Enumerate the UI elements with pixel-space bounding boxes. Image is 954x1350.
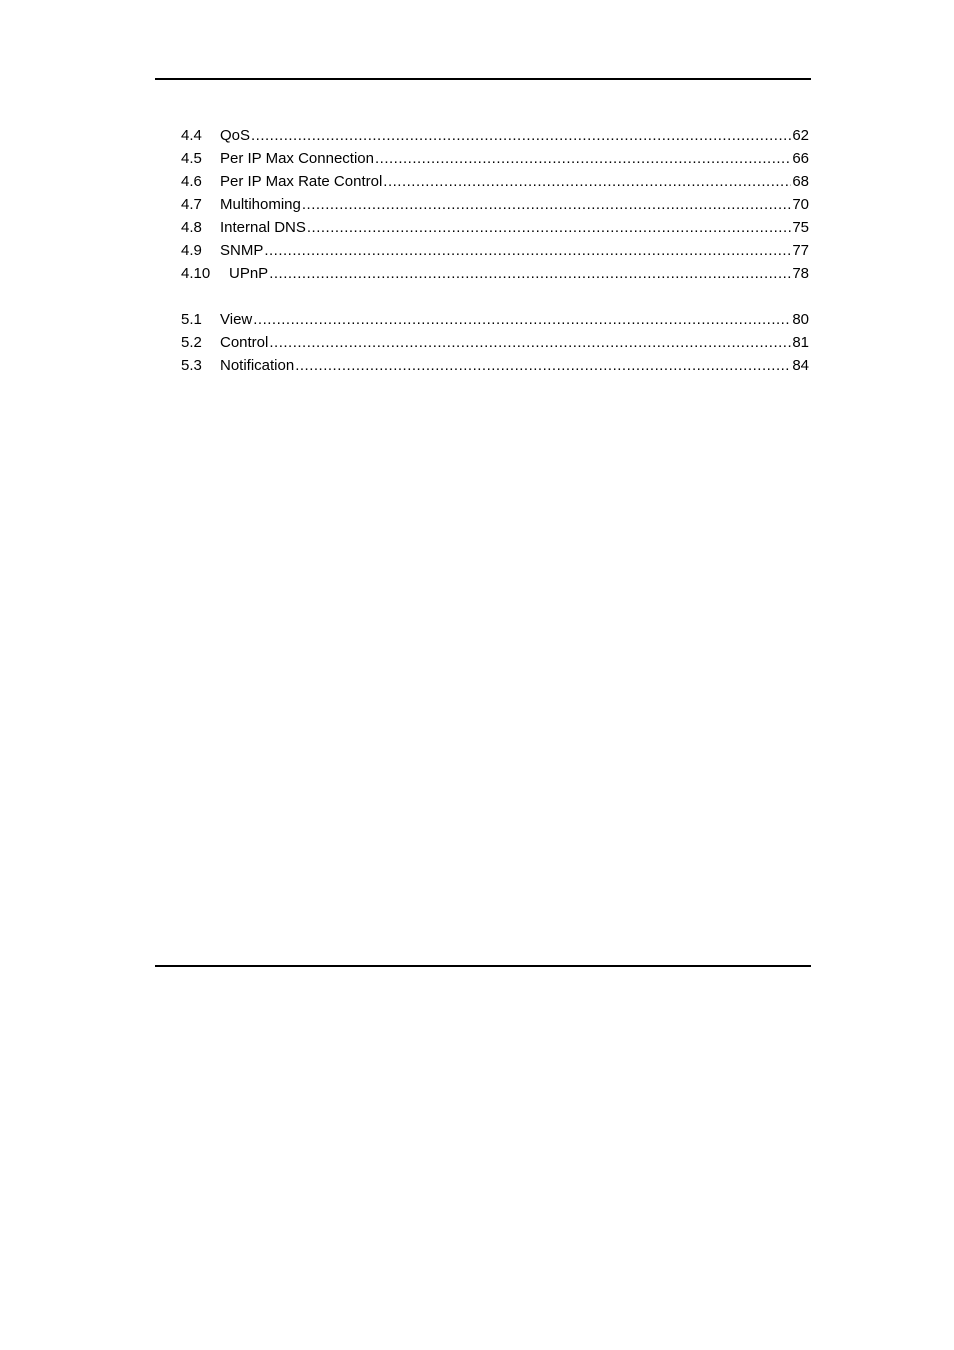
- toc-leader-dots: [251, 126, 791, 146]
- toc-entry-number: 4.9: [181, 242, 202, 259]
- toc-entry-number: 4.8: [181, 219, 202, 236]
- toc-entry-number: 5.3: [181, 357, 202, 374]
- toc-entry-number: 5.1: [181, 311, 202, 328]
- toc-entry-title: Internal DNS: [220, 219, 306, 236]
- toc-entry-page: 66: [792, 150, 809, 167]
- toc-entry[interactable]: [181, 310, 809, 333]
- toc-entry-page: 84: [792, 357, 809, 374]
- toc-entry-number: 5.2: [181, 334, 202, 351]
- toc-entry[interactable]: [181, 218, 809, 241]
- toc-entry-title: View: [220, 311, 253, 328]
- toc-entry-title: QoS: [220, 127, 251, 144]
- toc-entry-title: Control: [220, 334, 269, 351]
- toc-entry-page: 81: [792, 334, 809, 351]
- footer-rule: [155, 965, 811, 967]
- toc-leader-dots: [375, 149, 791, 169]
- toc-entry-page: 62: [792, 127, 809, 144]
- toc-entry-title: SNMP: [220, 242, 264, 259]
- toc-entry-number: 4.7: [181, 196, 202, 213]
- toc-leader-dots: [264, 241, 791, 261]
- toc-entry-title: Multihoming: [220, 196, 301, 213]
- toc-entry[interactable]: [181, 126, 809, 149]
- toc-entry-number: 4.4: [181, 127, 202, 144]
- toc-entry[interactable]: [181, 195, 809, 218]
- toc-entry-page: 78: [792, 265, 809, 282]
- toc-leader-dots: [253, 310, 791, 330]
- toc-leader-dots: [307, 218, 791, 238]
- toc-leader-dots: [302, 195, 791, 215]
- toc-leader-dots: [269, 333, 791, 353]
- toc-entry-number: 4.5: [181, 150, 202, 167]
- toc-leader-dots: [383, 172, 791, 192]
- toc-leader-dots: [295, 356, 791, 376]
- toc-entry[interactable]: [181, 149, 809, 172]
- toc-entry-page: 70: [792, 196, 809, 213]
- toc-leader-dots: [269, 264, 791, 284]
- header-rule: [155, 78, 811, 80]
- table-of-contents: [181, 126, 809, 379]
- toc-entry[interactable]: [181, 333, 809, 356]
- toc-entry[interactable]: [181, 172, 809, 195]
- toc-entry-page: 75: [792, 219, 809, 236]
- toc-entry[interactable]: [181, 356, 809, 379]
- toc-entry-number: 4.10: [181, 265, 211, 282]
- toc-entry-title: UPnP: [229, 265, 269, 282]
- toc-group-chapter-4: [181, 126, 809, 287]
- toc-group-chapter-5: [181, 310, 809, 379]
- toc-entry-page: 80: [792, 311, 809, 328]
- toc-entry[interactable]: [181, 264, 809, 287]
- toc-entry-page: 77: [792, 242, 809, 259]
- toc-entry-page: 68: [792, 173, 809, 190]
- toc-entry-number: 4.6: [181, 173, 202, 190]
- toc-entry-title: Per IP Max Connection: [220, 150, 374, 167]
- toc-entry-title: Notification: [220, 357, 295, 374]
- toc-entry-title: Per IP Max Rate Control: [220, 173, 383, 190]
- toc-entry[interactable]: [181, 241, 809, 264]
